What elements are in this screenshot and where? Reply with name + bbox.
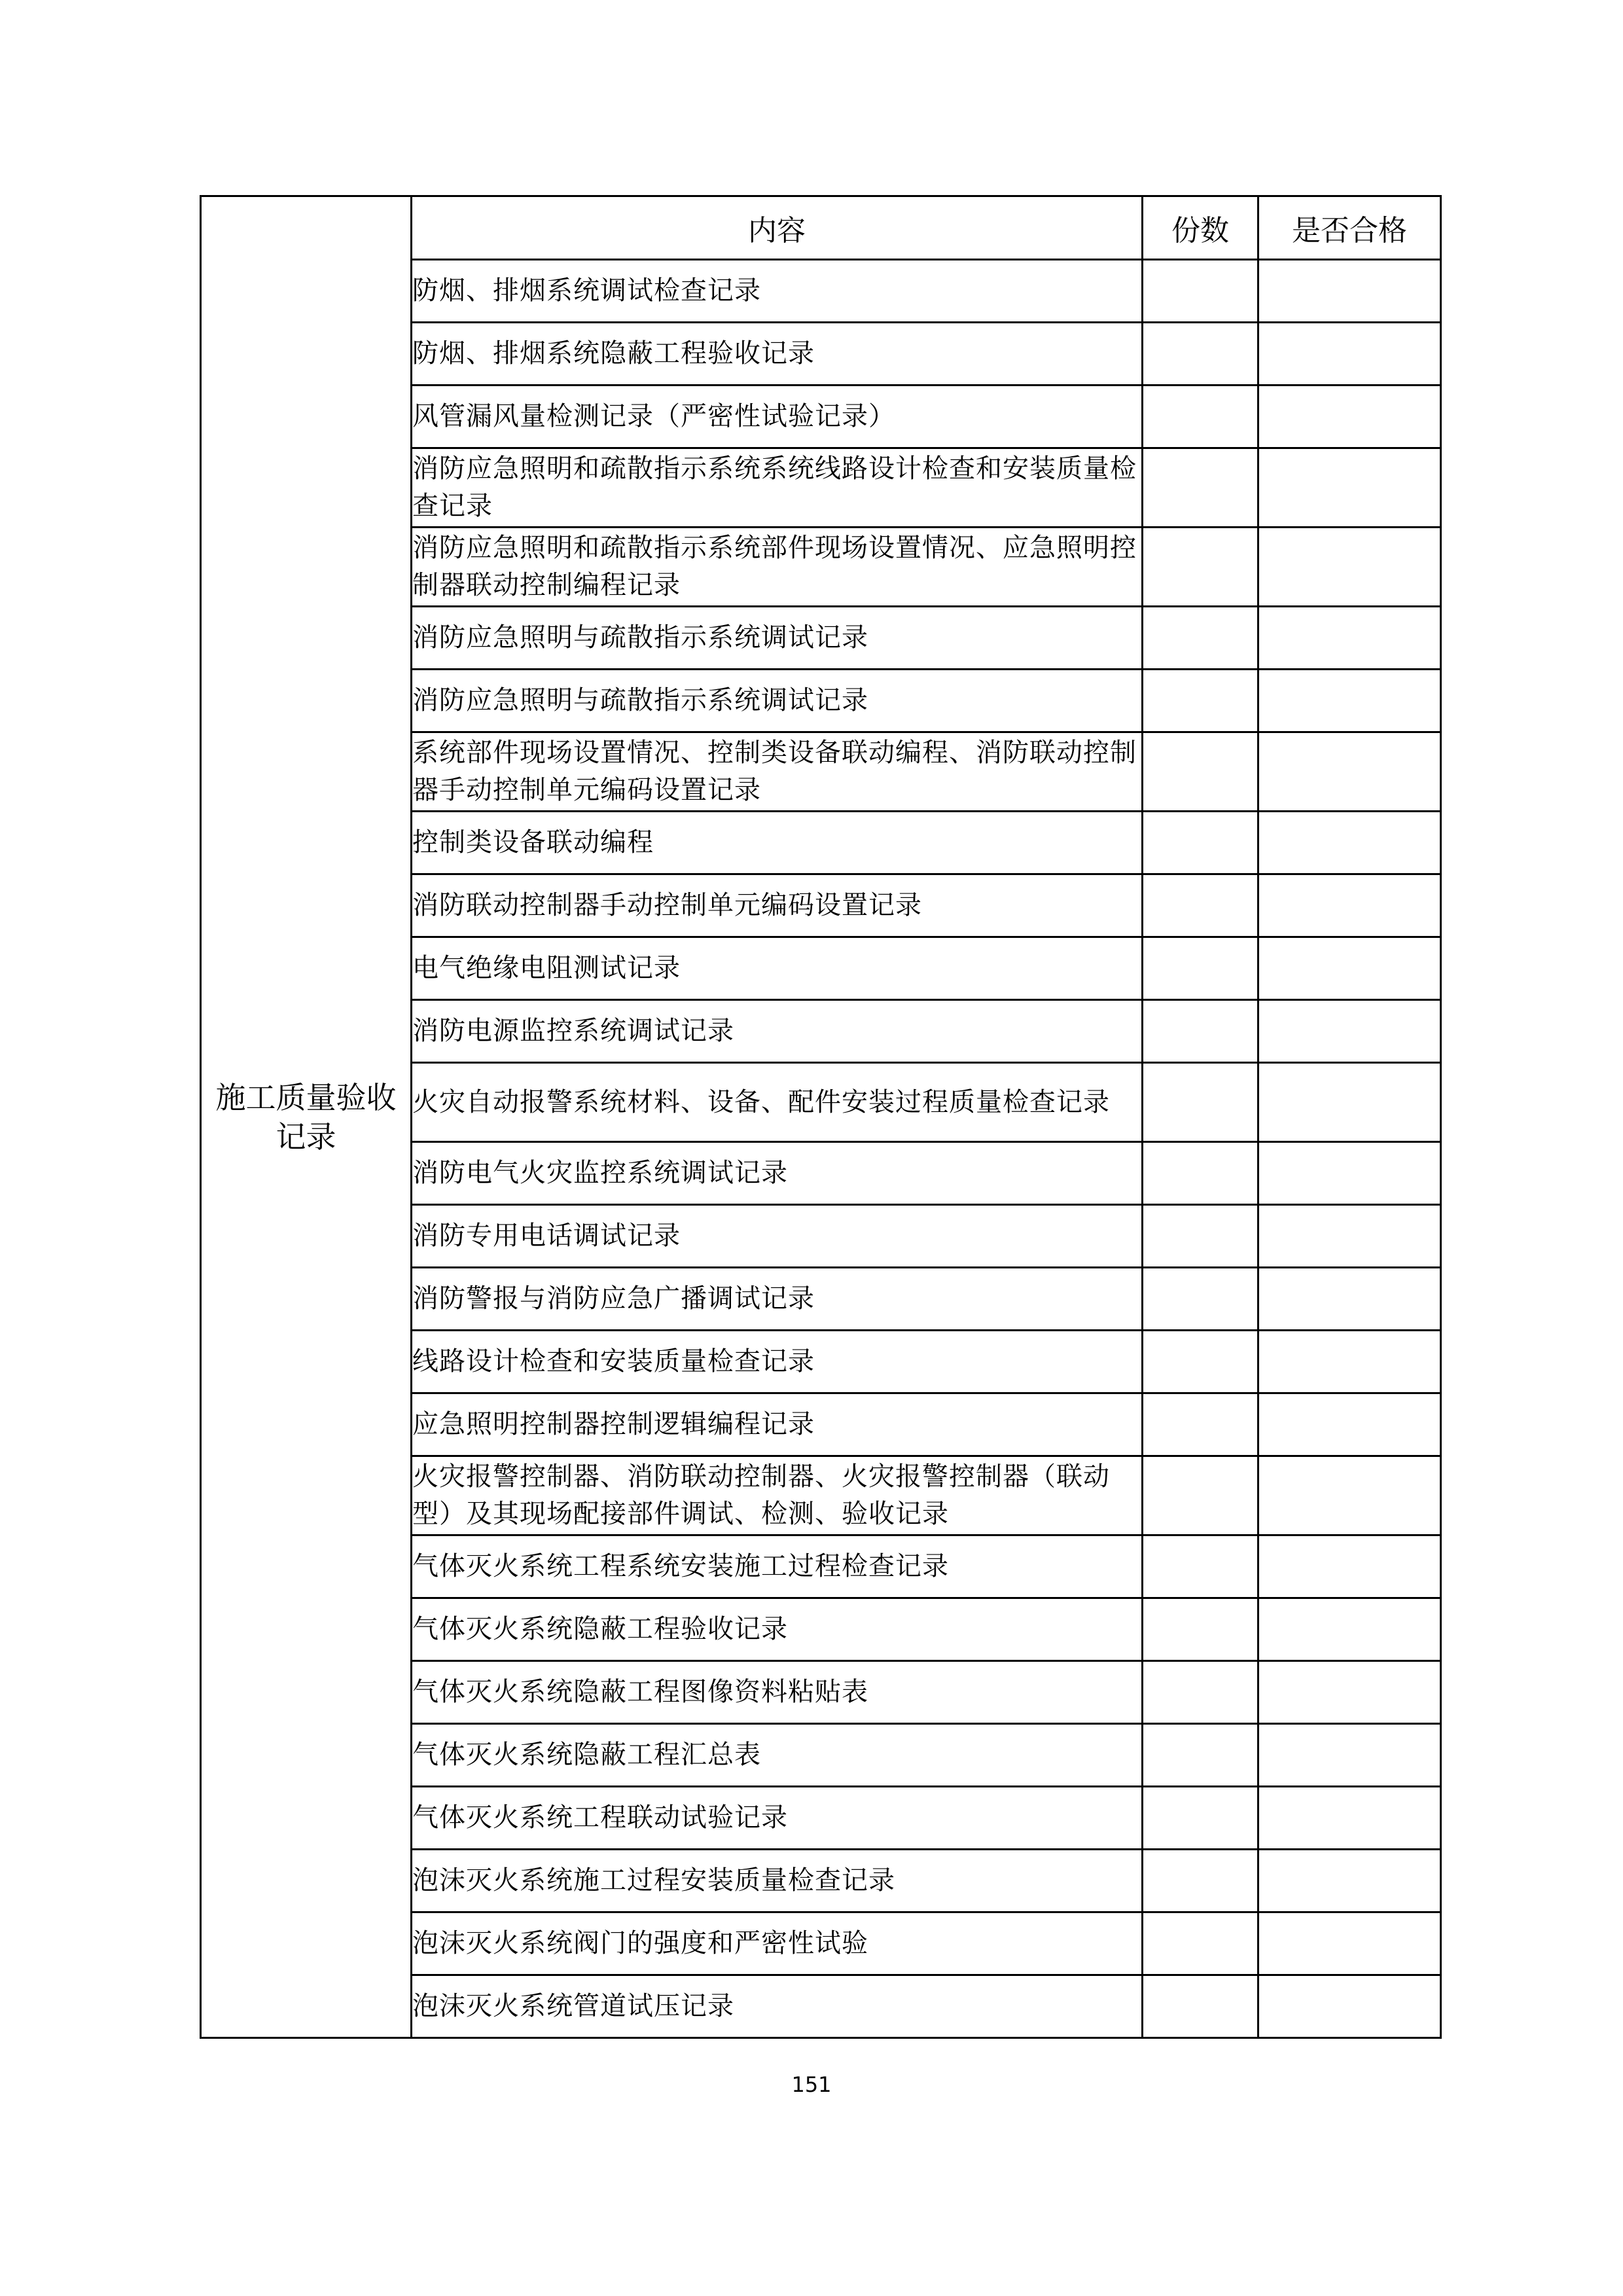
row-pass-cell[interactable] bbox=[1258, 1535, 1441, 1598]
row-pass-cell[interactable] bbox=[1258, 670, 1441, 732]
row-pass-cell[interactable] bbox=[1258, 1456, 1441, 1535]
row-pass-cell[interactable] bbox=[1258, 1661, 1441, 1724]
row-content-cell: 消防专用电话调试记录 bbox=[412, 1205, 1143, 1268]
row-content-cell: 火灾报警控制器、消防联动控制器、火灾报警控制器（联动型）及其现场配接部件调试、检测、验收记录 bbox=[412, 1456, 1143, 1535]
page-number: 151 bbox=[791, 2072, 832, 2097]
row-content-cell: 气体灭火系统隐蔽工程图像资料粘贴表 bbox=[412, 1661, 1143, 1724]
row-count-cell[interactable] bbox=[1143, 260, 1258, 323]
row-pass-cell[interactable] bbox=[1258, 1912, 1441, 1975]
row-content-cell: 消防应急照明与疏散指示系统调试记录 bbox=[412, 670, 1143, 732]
row-count-cell[interactable] bbox=[1143, 1331, 1258, 1393]
row-count-cell[interactable] bbox=[1143, 1456, 1258, 1535]
row-content-cell: 电气绝缘电阻测试记录 bbox=[412, 937, 1143, 1000]
row-content-cell: 控制类设备联动编程 bbox=[412, 812, 1143, 874]
row-content-cell: 防烟、排烟系统隐蔽工程验收记录 bbox=[412, 323, 1143, 386]
row-pass-cell[interactable] bbox=[1258, 448, 1441, 528]
row-content-cell: 泡沫灭火系统管道试压记录 bbox=[412, 1975, 1143, 2038]
row-content-cell: 消防电源监控系统调试记录 bbox=[412, 1000, 1143, 1063]
acceptance-record-table bbox=[200, 195, 1442, 2039]
row-content-cell: 火灾自动报警系统材料、设备、配件安装过程质量检查记录 bbox=[412, 1063, 1143, 1142]
row-pass-cell[interactable] bbox=[1258, 1205, 1441, 1268]
row-pass-cell[interactable] bbox=[1258, 1850, 1441, 1912]
row-content-cell: 消防联动控制器手动控制单元编码设置记录 bbox=[412, 874, 1143, 937]
row-count-cell[interactable] bbox=[1143, 528, 1258, 607]
row-pass-cell[interactable] bbox=[1258, 1142, 1441, 1205]
row-count-cell[interactable] bbox=[1143, 1724, 1258, 1787]
row-count-cell[interactable] bbox=[1143, 386, 1258, 448]
row-count-cell[interactable] bbox=[1143, 1850, 1258, 1912]
row-pass-cell[interactable] bbox=[1258, 323, 1441, 386]
row-pass-cell[interactable] bbox=[1258, 937, 1441, 1000]
row-content-cell: 应急照明控制器控制逻辑编程记录 bbox=[412, 1393, 1143, 1456]
row-pass-cell[interactable] bbox=[1258, 732, 1441, 812]
row-content-cell: 气体灭火系统隐蔽工程汇总表 bbox=[412, 1724, 1143, 1787]
header-pass: 是否合格 bbox=[1258, 196, 1441, 260]
row-content-cell: 气体灭火系统工程联动试验记录 bbox=[412, 1787, 1143, 1850]
row-count-cell[interactable] bbox=[1143, 448, 1258, 528]
row-count-cell[interactable] bbox=[1143, 1063, 1258, 1142]
row-content-cell: 消防应急照明和疏散指示系统系统线路设计检查和安装质量检查记录 bbox=[412, 448, 1143, 528]
row-count-cell[interactable] bbox=[1143, 323, 1258, 386]
row-count-cell[interactable] bbox=[1143, 1975, 1258, 2038]
row-content-cell: 系统部件现场设置情况、控制类设备联动编程、消防联动控制器手动控制单元编码设置记录 bbox=[412, 732, 1143, 812]
row-pass-cell[interactable] bbox=[1258, 1598, 1441, 1661]
row-pass-cell[interactable] bbox=[1258, 874, 1441, 937]
row-count-cell[interactable] bbox=[1143, 812, 1258, 874]
row-pass-cell[interactable] bbox=[1258, 1393, 1441, 1456]
row-count-cell[interactable] bbox=[1143, 1535, 1258, 1598]
header-content: 内容 bbox=[412, 196, 1143, 260]
table-header-row bbox=[201, 196, 1441, 260]
row-content-cell: 风管漏风量检测记录（严密性试验记录） bbox=[412, 386, 1143, 448]
row-pass-cell[interactable] bbox=[1258, 1787, 1441, 1850]
row-content-cell: 线路设计检查和安装质量检查记录 bbox=[412, 1331, 1143, 1393]
row-count-cell[interactable] bbox=[1143, 1142, 1258, 1205]
row-content-cell: 气体灭火系统工程系统安装施工过程检查记录 bbox=[412, 1535, 1143, 1598]
row-count-cell[interactable] bbox=[1143, 732, 1258, 812]
row-pass-cell[interactable] bbox=[1258, 1268, 1441, 1331]
row-content-cell: 消防警报与消防应急广播调试记录 bbox=[412, 1268, 1143, 1331]
row-pass-cell[interactable] bbox=[1258, 386, 1441, 448]
row-pass-cell[interactable] bbox=[1258, 812, 1441, 874]
row-pass-cell[interactable] bbox=[1258, 260, 1441, 323]
row-count-cell[interactable] bbox=[1143, 1661, 1258, 1724]
row-count-cell[interactable] bbox=[1143, 670, 1258, 732]
row-count-cell[interactable] bbox=[1143, 937, 1258, 1000]
row-pass-cell[interactable] bbox=[1258, 528, 1441, 607]
row-pass-cell[interactable] bbox=[1258, 1000, 1441, 1063]
row-content-cell: 泡沫灭火系统施工过程安装质量检查记录 bbox=[412, 1850, 1143, 1912]
row-content-cell: 消防应急照明和疏散指示系统部件现场设置情况、应急照明控制器联动控制编程记录 bbox=[412, 528, 1143, 607]
row-content-cell: 消防电气火灾监控系统调试记录 bbox=[412, 1142, 1143, 1205]
row-count-cell[interactable] bbox=[1143, 1912, 1258, 1975]
category-cell: 施工质量验收记录 bbox=[201, 196, 412, 2038]
table-body bbox=[201, 196, 1441, 2038]
row-count-cell[interactable] bbox=[1143, 1598, 1258, 1661]
row-count-cell[interactable] bbox=[1143, 1393, 1258, 1456]
row-count-cell[interactable] bbox=[1143, 874, 1258, 937]
header-count: 份数 bbox=[1143, 196, 1258, 260]
row-content-cell: 防烟、排烟系统调试检查记录 bbox=[412, 260, 1143, 323]
row-content-cell: 消防应急照明与疏散指示系统调试记录 bbox=[412, 607, 1143, 670]
row-count-cell[interactable] bbox=[1143, 607, 1258, 670]
row-count-cell[interactable] bbox=[1143, 1000, 1258, 1063]
row-count-cell[interactable] bbox=[1143, 1205, 1258, 1268]
row-count-cell[interactable] bbox=[1143, 1787, 1258, 1850]
row-pass-cell[interactable] bbox=[1258, 1331, 1441, 1393]
row-content-cell: 泡沫灭火系统阀门的强度和严密性试验 bbox=[412, 1912, 1143, 1975]
row-pass-cell[interactable] bbox=[1258, 1063, 1441, 1142]
row-pass-cell[interactable] bbox=[1258, 1975, 1441, 2038]
row-content-cell: 气体灭火系统隐蔽工程验收记录 bbox=[412, 1598, 1143, 1661]
row-count-cell[interactable] bbox=[1143, 1268, 1258, 1331]
row-pass-cell[interactable] bbox=[1258, 607, 1441, 670]
row-pass-cell[interactable] bbox=[1258, 1724, 1441, 1787]
